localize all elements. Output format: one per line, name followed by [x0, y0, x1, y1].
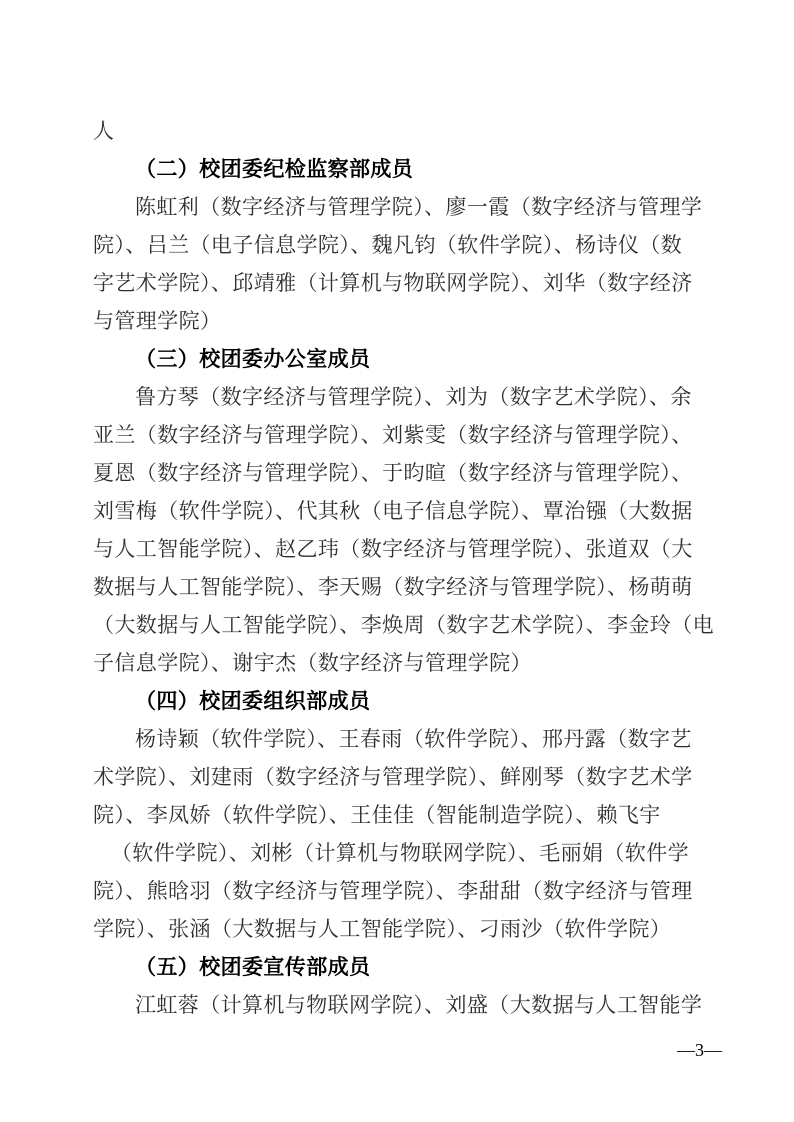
- text-line: 与管理学院）: [93, 309, 222, 333]
- page-footer: [677, 1038, 722, 1062]
- section-heading-publicity: （五）校团委宣传部成员: [135, 955, 371, 979]
- text-line: 与人工智能学院）、赵乙玮（数字经济与管理学院）、张道双（大: [93, 537, 693, 561]
- text-line: 刘雪梅（软件学院）、代其秋（电子信息学院）、覃治镪（大数据: [93, 499, 693, 523]
- text-line: 字艺术学院）、邱靖雅（计算机与物联网学院）、刘华（数字经济: [93, 271, 693, 295]
- section-organization-members: [93, 682, 715, 948]
- text-line: 夏恩（数字经济与管理学院）、于昀暄（数字经济与管理学院）、: [93, 461, 693, 485]
- text-line: （软件学院）、刘彬（计算机与物联网学院）、毛丽娟（软件学: [110, 841, 690, 865]
- text-line: 亚兰（数字经济与管理学院）、刘紫雯（数字经济与管理学院）、: [93, 423, 693, 447]
- text-line: 数据与人工智能学院）、李天赐（数字经济与管理学院）、杨萌萌: [93, 575, 693, 599]
- page-number: —3—: [677, 1040, 722, 1060]
- section-heading-office: （三）校团委办公室成员: [135, 347, 371, 371]
- text-line: 术学院）、刘建雨（数字经济与管理学院）、鲜刚琴（数字艺术学: [93, 765, 693, 789]
- text-line: 子信息学院）、谢宇杰（数字经济与管理学院）: [93, 651, 532, 675]
- document-body: [93, 112, 715, 1024]
- members-paragraph-organization: [93, 720, 715, 948]
- members-paragraph-office: [93, 378, 715, 682]
- section-discipline-inspection-members: [93, 150, 715, 340]
- members-paragraph-publicity: [93, 986, 715, 1024]
- text-line: 院）、吕兰（电子信息学院）、魏凡钧（软件学院）、杨诗仪（数: [93, 233, 683, 257]
- members-paragraph-discipline-inspection: [93, 188, 715, 340]
- section-office-members: [93, 340, 715, 682]
- section-publicity-members: [93, 948, 715, 1024]
- text-line: 江虹蓉（计算机与物联网学院）、刘盛（大数据与人工智能学: [135, 993, 703, 1017]
- text-line: 学院）、张涵（大数据与人工智能学院）、刁雨沙（软件学院）: [93, 917, 672, 941]
- text-line: 杨诗颖（软件学院）、王春雨（软件学院）、邢丹露（数字艺: [135, 727, 692, 751]
- text-line: 院）、熊晗羽（数字经济与管理学院）、李甜甜（数字经济与管理: [93, 879, 693, 903]
- text-line: 鲁方琴（数字经济与管理学院）、刘为（数字艺术学院）、余: [135, 385, 692, 409]
- text-line: （大数据与人工智能学院）、李焕周（数字艺术学院）、李金玲（电: [93, 613, 714, 637]
- text-line: 陈虹利（数字经济与管理学院）、廖一霞（数字经济与管理学: [135, 195, 703, 219]
- section-heading-discipline-inspection: （二）校团委纪检监察部成员: [135, 157, 414, 181]
- text-line: 院）、李凤娇（软件学院）、王佳佳（智能制造学院）、赖飞宇: [93, 803, 661, 827]
- orphan-text-line: 人: [93, 119, 115, 143]
- section-heading-organization: （四）校团委组织部成员: [135, 689, 371, 713]
